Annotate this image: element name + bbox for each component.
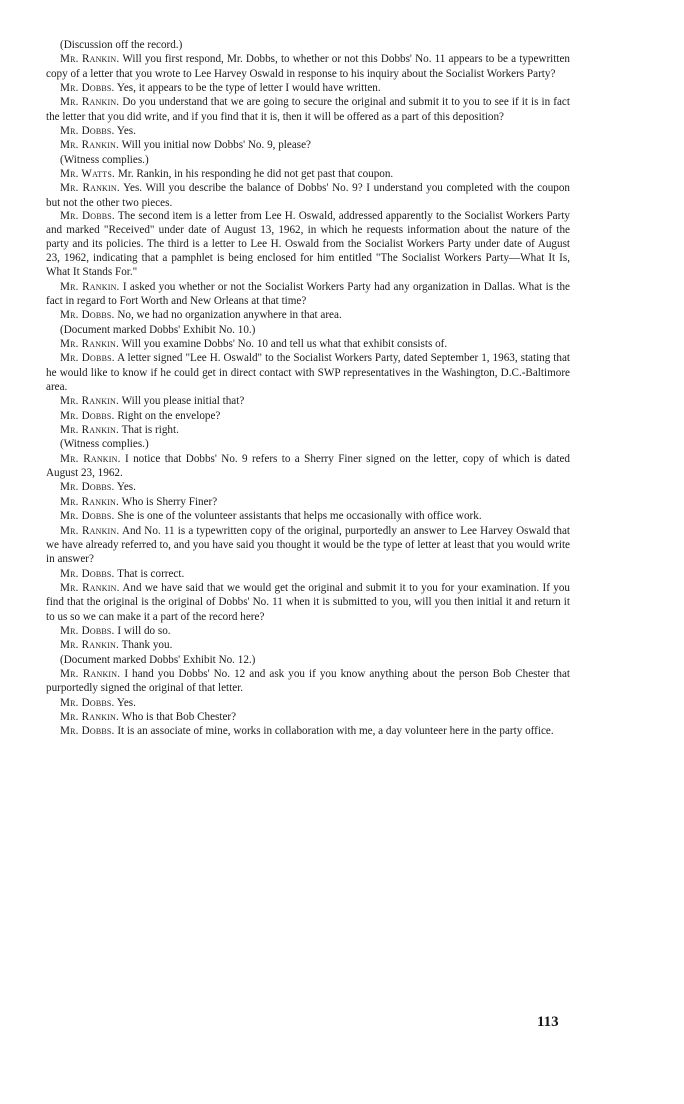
speaker: Mr. Dobbs. — [60, 624, 115, 637]
paragraph — [46, 495, 570, 509]
speaker: Mr. Rankin. — [60, 139, 120, 152]
speaker: Mr. Dobbs. — [60, 409, 115, 422]
paragraph-text: I will do so. — [117, 624, 171, 637]
speaker: Mr. Dobbs. — [60, 510, 115, 523]
paragraph — [46, 210, 570, 280]
paragraph-text: Will you initial now Dobbs' No. 9, please? — [121, 139, 311, 152]
paragraph-text: I hand you Dobbs' No. 12 and ask you if you know anything about the person Bob Chester that purportedly signed the original of that letter. — [46, 667, 570, 695]
speaker: Mr. Dobbs. — [60, 125, 115, 138]
paragraph-text: It is an associate of mine, works in collaboration with me, a day volunteer here in the party office. — [117, 725, 554, 738]
paragraph-text: Will you first respond, Mr. Dobbs, to whether or not this Dobbs' No. 11 appears to be a typewritten copy of a letter that you wrote to Lee Harvey Oswald in response to his inquiry about the Socialist Workers Party? — [46, 53, 570, 80]
paragraph — [46, 181, 570, 210]
speaker: Mr. Rankin. — [60, 96, 120, 109]
paragraph — [46, 351, 570, 394]
paragraph — [46, 52, 570, 81]
speaker: Mr. Rankin. — [60, 182, 120, 195]
paragraph-text: I notice that Dobbs' No. 9 refers to a Sherry Finer signed on the letter, copy of which is dated August 23, 1962. — [46, 452, 570, 480]
speaker: Mr. Rankin. — [60, 280, 120, 293]
speaker: Mr. Dobbs. — [60, 567, 115, 580]
paragraph-text: Right on the envelope? — [117, 409, 221, 422]
paragraph-text: She is one of the volunteer assistants that helps me occasionally with office work. — [117, 510, 482, 523]
paragraph — [46, 153, 570, 167]
paragraph-text: And we have said that we would get the original and submit it to you for your examination. If you find that the original is the original of Dobbs' No. 11 when it is submitted to you, will you then initial it and return it to us so we can make it a part of the record here? — [46, 581, 570, 623]
transcript-page — [46, 38, 570, 739]
paragraph-text: A letter signed "Lee H. Oswald" to the Socialist Workers Party, dated September 1, 1963, stating that he would like to know if he could get in direct contact with SWP representatives in the Washington, D.C.-Baltimore area. — [46, 352, 571, 394]
paragraph-text: And No. 11 is a typewritten copy of the original, purportedly an answer to Lee Harvey Oswald that we have already referred to, and you have said you thought it would be the type of letter at least that you would write in answer? — [46, 524, 570, 566]
paragraph — [46, 95, 570, 124]
paragraph-text: Who is Sherry Finer? — [121, 495, 218, 508]
paragraph — [46, 394, 570, 408]
paragraph — [46, 323, 570, 337]
paragraph-text: Will you please initial that? — [121, 395, 245, 408]
paragraph — [46, 624, 570, 638]
paragraph-text: Thank you. — [121, 639, 173, 652]
speaker: Mr. Rankin. — [60, 395, 120, 408]
speaker: Mr. Rankin. — [60, 424, 120, 437]
paragraph — [46, 581, 570, 624]
paragraph — [46, 337, 570, 351]
paragraph — [46, 710, 570, 724]
paragraph-text: (Witness complies.) — [60, 153, 149, 166]
paragraph — [46, 81, 570, 95]
paragraph — [46, 423, 570, 437]
speaker: Mr. Rankin. — [60, 495, 120, 508]
paragraph-text: Will you examine Dobbs' No. 10 and tell us what that exhibit consists of. — [121, 338, 448, 351]
paragraph-text: Yes. Will you describe the balance of Dobbs' No. 9? I understand you completed with the coupon but not the other two pieces. — [46, 182, 570, 209]
paragraph-text: (Discussion off the record.) — [60, 39, 183, 51]
paragraph-text: Yes. — [116, 481, 136, 494]
speaker: Mr. Rankin. — [60, 524, 120, 537]
speaker: Mr. Rankin. — [60, 710, 120, 723]
speaker: Mr. Rankin. — [60, 452, 121, 465]
speaker: Mr. Rankin. — [60, 667, 121, 680]
speaker: Mr. Dobbs. — [60, 82, 115, 95]
speaker: Mr. Dobbs. — [60, 309, 115, 322]
paragraph — [46, 409, 570, 423]
page-number: 113 — [537, 1014, 559, 1030]
paragraph-text: (Witness complies.) — [60, 438, 149, 451]
paragraph — [46, 452, 570, 481]
paragraph-text: Mr. Rankin, in his responding he did not get past that coupon. — [117, 168, 394, 181]
paragraph — [46, 653, 570, 667]
paragraph-text: No, we had no organization anywhere in that area. — [117, 309, 342, 322]
paragraph — [46, 308, 570, 322]
speaker: Mr. Dobbs. — [60, 352, 115, 365]
paragraph — [46, 509, 570, 523]
paragraph — [46, 167, 570, 181]
paragraph-text: That is right. — [121, 424, 179, 437]
paragraph — [46, 280, 570, 309]
speaker: Mr. Rankin. — [60, 53, 120, 66]
paragraph — [46, 38, 570, 52]
speaker: Mr. Rankin. — [60, 639, 120, 652]
paragraph — [46, 480, 570, 494]
paragraph — [46, 667, 570, 696]
paragraph-text: Yes. — [116, 125, 136, 138]
paragraph-text: Do you understand that we are going to secure the original and submit it to you to see if it is in fact the letter that you did write, and if you find that it is, then it will be offered as a part of this deposition? — [46, 96, 570, 123]
paragraph — [46, 138, 570, 152]
paragraph-text: That is correct. — [117, 567, 185, 580]
speaker: Mr. Dobbs. — [60, 481, 115, 494]
speaker: Mr. Watts. — [60, 168, 116, 181]
paragraph — [46, 437, 570, 451]
paragraph-text: Yes. — [116, 696, 136, 709]
speaker: Mr. Rankin. — [60, 338, 120, 351]
paragraph — [46, 696, 570, 710]
paragraph — [46, 724, 570, 738]
paragraph-text: The second item is a letter from Lee H. Oswald, addressed apparently to the Socialist Workers Party and marked "Received" under date of August 13, 1962, in which he requests information about the nature of the party and its policies. The third is a letter to Lee H. Oswald from the Socialist Workers Party under date of August 23, 1962, indicating that a pamphlet is being enclosed for him entitled "The Socialist Workers Party—What It Is, What It Stands For." — [46, 210, 570, 278]
paragraph — [46, 567, 570, 581]
speaker: Mr. Dobbs. — [60, 696, 115, 709]
speaker: Mr. Rankin. — [60, 581, 120, 594]
paragraph — [46, 638, 570, 652]
paragraph-text: (Document marked Dobbs' Exhibit No. 12.) — [60, 653, 256, 666]
speaker: Mr. Dobbs. — [60, 725, 115, 738]
paragraph — [46, 524, 570, 567]
paragraph-text: Who is that Bob Chester? — [121, 710, 237, 723]
paragraph-text: I asked you whether or not the Socialist Workers Party had any organization in Dallas. What is the fact in regard to Fort Worth and New Orleans at that time? — [46, 280, 570, 307]
paragraph-text: (Document marked Dobbs' Exhibit No. 10.) — [60, 323, 256, 336]
speaker: Mr. Dobbs. — [60, 210, 115, 223]
paragraph — [46, 124, 570, 138]
paragraph-text: Yes, it appears to be the type of letter I would have written. — [116, 82, 381, 95]
